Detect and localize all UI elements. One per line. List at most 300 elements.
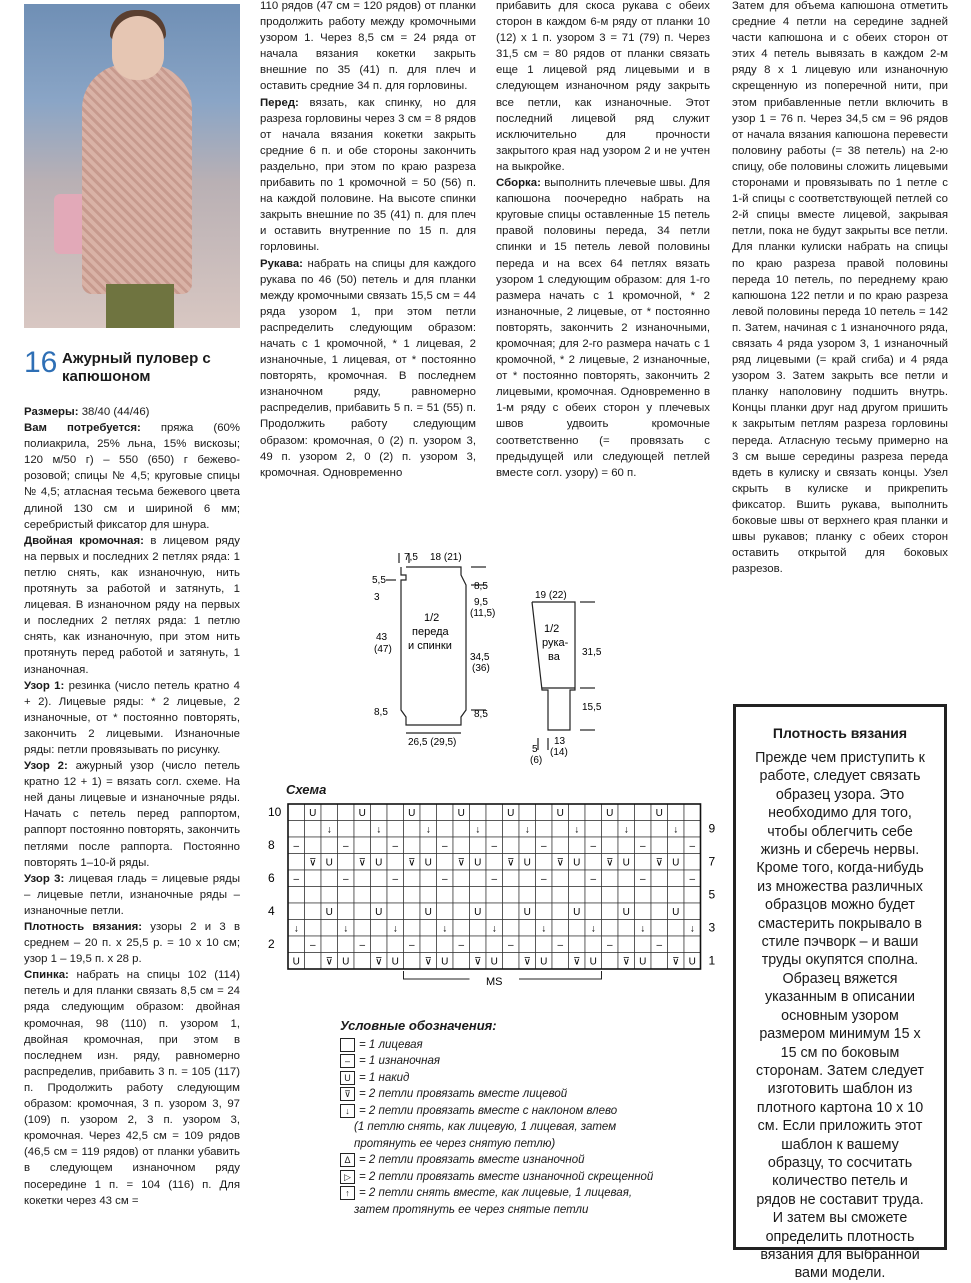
chart-cell xyxy=(371,936,388,953)
chart-cell xyxy=(569,887,586,904)
p1-top-a: 7,5 xyxy=(404,552,418,563)
chart-symbol: – xyxy=(606,940,613,951)
chart-cell xyxy=(569,870,586,887)
chart-symbol: – xyxy=(590,874,597,885)
model-number: 16 xyxy=(24,346,58,379)
legend-item xyxy=(340,1202,680,1219)
chart-cell xyxy=(387,854,404,871)
chart-symbol: U xyxy=(573,907,581,918)
chart-cell xyxy=(602,920,619,937)
chart-cell xyxy=(305,870,322,887)
chart-symbol: U xyxy=(342,956,350,968)
chart-cell xyxy=(305,953,322,970)
chart-symbol: – xyxy=(359,940,366,951)
chart-cell xyxy=(668,837,685,854)
chart-cell xyxy=(453,887,470,904)
chart-cell xyxy=(602,837,619,854)
column-4 xyxy=(732,0,948,577)
chart-cell xyxy=(684,887,701,904)
legend-item xyxy=(340,1037,680,1054)
stitch-chart xyxy=(262,796,722,996)
chart-symbol: ⊽ xyxy=(424,956,432,968)
chart-cell xyxy=(321,920,338,937)
chart-cell xyxy=(536,821,553,838)
chart-row-label-right: 9 xyxy=(708,821,716,836)
legend-text: = 2 петли провязать вместе изнаночной скрещенной xyxy=(359,1170,654,1183)
chart-symbol: ↓ xyxy=(590,923,596,935)
p1-left-d: (47) xyxy=(374,644,392,655)
chart-cell xyxy=(651,837,668,854)
chart-cell xyxy=(420,920,437,937)
chart-cell xyxy=(404,870,421,887)
p1-left-b: 3 xyxy=(374,592,380,603)
chart-symbol: U xyxy=(672,857,680,869)
c1-paragraph xyxy=(24,420,240,533)
legend-symbol-icon: – xyxy=(340,1054,355,1068)
chart-cell xyxy=(404,903,421,920)
paragraph-text: набрать на спицы 102 (114) петель и для планки связать 8,5 см = 24 ряда следующим образом: двойная кромочная, 98 (110) п. узором 1, двойная кромочная, при этом в последнем изн. ряду, равномерно распределив, прибавить 3 п. = 105 (117) п. Продолжить работу следующим образом: кромочная, 3 п. узором 3, 97 (109) п. узором 2, 3 п. узором 3, кромочная. Через 42,5 см = 109 рядов (46,5 см = 119 рядов) от планки убавить в следующем изнаночном ряду посередине 1 п. = 104 (116) п. Для кокетки через 43 см = xyxy=(24,969,240,1207)
chart-cell xyxy=(354,953,371,970)
paragraph-heading: Спинка: xyxy=(24,969,69,982)
legend-item xyxy=(340,1169,680,1186)
paragraph-heading: Вам потребуется: xyxy=(24,422,141,435)
chart-cell xyxy=(651,887,668,904)
paragraph-heading: Плотность вязания: xyxy=(24,921,143,933)
chart-row-label-left: 4 xyxy=(268,904,275,918)
chart-cell xyxy=(354,837,371,854)
chart-symbol: U xyxy=(292,956,300,968)
legend-symbol-icon: U xyxy=(340,1071,355,1085)
chart-cell xyxy=(552,837,569,854)
chart-cell xyxy=(437,903,454,920)
chart-symbol: ↓ xyxy=(326,824,332,836)
chart-cell xyxy=(420,804,437,821)
chart-symbol: U xyxy=(606,808,614,819)
legend-item xyxy=(340,1152,680,1169)
chart-cell xyxy=(437,821,454,838)
chart-symbol: ⊽ xyxy=(672,956,680,968)
chart-symbol: ⊽ xyxy=(457,857,465,869)
chart-symbol: U xyxy=(325,907,333,918)
chart-symbol: U xyxy=(573,857,581,869)
paragraph-text: лицевая гладь = лицевые ряды – лицевые петли, изнаночные ряды – изнаночные петли. xyxy=(24,872,240,917)
chart-row-label-right: 3 xyxy=(708,920,716,935)
chart-symbol: – xyxy=(590,841,597,852)
chart-symbol: ↓ xyxy=(541,923,547,935)
p2-bottom-c: 13 xyxy=(554,736,566,747)
legend-item xyxy=(340,1086,680,1103)
c1-paragraph xyxy=(24,871,240,919)
chart-repeat-bracket xyxy=(404,971,470,979)
chart-cell xyxy=(321,804,338,821)
chart-cell xyxy=(470,936,487,953)
chart-cell xyxy=(552,903,569,920)
chart-cell xyxy=(618,887,635,904)
chart-cell xyxy=(585,804,602,821)
chart-cell xyxy=(288,903,305,920)
chart-cell xyxy=(536,854,553,871)
chart-cell xyxy=(536,887,553,904)
chart-cell xyxy=(519,804,536,821)
chart-cell xyxy=(585,821,602,838)
paragraph-text: 110 рядов (47 см = 120 рядов) от планки продолжить работу между кромочными узором 1. Через 8,5 см = 24 ряда от начала вязания кокетки закрыть внешние по 35 (41) п. для плеч и оставить средние 34 п. для горловины. xyxy=(260,0,476,93)
chart-cell xyxy=(288,821,305,838)
chart-symbol: ⊽ xyxy=(309,857,317,869)
legend-item xyxy=(340,1103,680,1120)
chart-cell xyxy=(486,804,503,821)
p2-bottom-a: 5 xyxy=(532,744,538,755)
chart-cell xyxy=(437,854,454,871)
chart-symbol: ↓ xyxy=(689,923,695,935)
chart-cell xyxy=(486,821,503,838)
p1-right-d: 34,5 xyxy=(470,652,490,663)
chart-symbol: – xyxy=(342,874,349,885)
chart-cell xyxy=(470,804,487,821)
chart-cell xyxy=(503,953,520,970)
chart-symbol: U xyxy=(523,857,531,869)
chart-symbol: – xyxy=(491,841,498,852)
chart-cell xyxy=(668,936,685,953)
chart-cell xyxy=(635,903,652,920)
chart-cell xyxy=(668,920,685,937)
chart-symbol: ↓ xyxy=(491,923,497,935)
chart-cell xyxy=(635,887,652,904)
paragraph-heading: Узор 2: xyxy=(24,760,68,773)
p1-right-a: 8,5 xyxy=(474,581,488,592)
chart-cell xyxy=(536,903,553,920)
chart-cell xyxy=(338,804,355,821)
chart-symbol: U xyxy=(474,907,482,918)
chart-symbol: U xyxy=(325,857,333,869)
paragraph-heading: Рукава: xyxy=(260,257,303,270)
chart-row-label-left: 8 xyxy=(268,838,275,852)
chart-cell xyxy=(387,804,404,821)
chart-symbol: U xyxy=(523,907,531,918)
chart-cell xyxy=(338,903,355,920)
p2-label-b: рука- xyxy=(542,637,569,649)
chart-cell xyxy=(536,804,553,821)
legend-text: = 2 петли снять вместе, как лицевые, 1 лицевая, xyxy=(359,1187,633,1199)
legend-text: = 2 петли провязать вместе с наклоном влево xyxy=(359,1104,618,1117)
legend-symbol-icon: ⊽ xyxy=(340,1087,355,1101)
chart-cell xyxy=(552,821,569,838)
chart-cell xyxy=(668,804,685,821)
chart-cell xyxy=(338,854,355,871)
chart-cell xyxy=(618,870,635,887)
p2-right-b: 15,5 xyxy=(582,702,602,713)
chart-symbol: ⊽ xyxy=(523,956,531,968)
chart-cell xyxy=(503,920,520,937)
paragraph-text: Затем для объема капюшона отметить средние 4 петли на середине задней части капюшона и с обеих сторон от этих 4 петель вывязать в каждом 2-м ряду 8 х 1 лицевую или изнаночную скрещенную из поперечной нити, при этом прибавленные петли включить в узор 1 = 76 п. Через 34,5 см = 96 рядов от начала вязания капюшона перевести половину работы (= 38 петель) на 2-ю спицу, обе половины сложить лицевыми сторонами и провязывать по 1 петле с 1-й спицы с соответствующей петлей со 2-й спицы вместе лицевой, закрывая петли, пока не будут закрыты все петли. Для планки кулиски набрать на спицы по краю разреза правой половины переда 10 петель, по переднему краю капюшона 122 петли и по краю разреза левой половины переда 10 петель = 142 п. Затем, начиная с 1 изнаночного ряда, связать 4 ряда узором 3, 1 изнаночный ряд лицевыми (= край сгиба) и 4 ряда узором 3. Затем закрыть все петли и планку наполовину подшить внутрь. Концы планки друг над другом пришить к закрытым петлям разреза горловины переда. Атласную тесьму примерно на 3 см выше середины разреза переда вдеть в кулиску и связать концы. Узел скрыть в кулиске и прикрепить фиксатор. Вшить рукава, выполнить боковые швы от верхнего края планки и швы рукавов; планку с обеих сторон оставить открытой для боковых разрезов. xyxy=(732,0,948,576)
chart-cell xyxy=(354,821,371,838)
chart-symbol: ⊽ xyxy=(556,857,564,869)
chart-cell xyxy=(602,903,619,920)
model-title: Ажурный пуловер с капюшоном xyxy=(62,350,211,385)
chart-cell xyxy=(321,837,338,854)
chart-symbol: ↓ xyxy=(425,824,431,836)
chart-cell xyxy=(635,936,652,953)
chart-cell xyxy=(684,854,701,871)
chart-cell xyxy=(453,821,470,838)
chart-cell xyxy=(288,854,305,871)
chart-cell xyxy=(387,821,404,838)
p2-top: 19 (22) xyxy=(535,590,567,601)
chart-cell xyxy=(354,920,371,937)
chart-symbol: U xyxy=(507,808,515,819)
paragraph-text: 38/40 (44/46) xyxy=(78,406,150,418)
chart-cell xyxy=(519,837,536,854)
chart-cell xyxy=(519,870,536,887)
chart-symbol: ↓ xyxy=(623,824,629,836)
chart-symbol: U xyxy=(556,808,564,819)
chart-cell xyxy=(503,903,520,920)
chart-cell xyxy=(305,887,322,904)
p1-left-e: 8,5 xyxy=(374,707,388,718)
chart-cell xyxy=(288,936,305,953)
schema-title: Схема xyxy=(286,782,327,797)
paragraph-heading: Сборка: xyxy=(496,177,541,190)
chart-cell xyxy=(453,920,470,937)
chart-cell xyxy=(602,821,619,838)
chart-symbol: U xyxy=(457,808,465,819)
chart-repeat-bracket xyxy=(519,971,602,979)
chart-cell xyxy=(371,920,388,937)
chart-cell xyxy=(404,953,421,970)
chart-cell xyxy=(420,837,437,854)
chart-cell xyxy=(486,903,503,920)
chart-cell xyxy=(569,920,586,937)
chart-cell xyxy=(354,870,371,887)
chart-symbol: U xyxy=(441,956,449,968)
legend-symbol-icon xyxy=(340,1038,355,1052)
chart-symbol: U xyxy=(375,907,383,918)
chart-cell xyxy=(618,920,635,937)
chart-symbol: – xyxy=(540,874,547,885)
p1-left-c: 43 xyxy=(376,632,388,643)
chart-symbol: U xyxy=(639,956,647,968)
c3-paragraph xyxy=(496,175,710,481)
chart-symbol: – xyxy=(342,841,349,852)
chart-cell xyxy=(635,804,652,821)
chart-symbol: U xyxy=(622,857,630,869)
chart-cell xyxy=(635,821,652,838)
chart-repeat-label: MS xyxy=(486,976,503,988)
chart-symbol: U xyxy=(655,808,663,819)
legend-symbol-icon: ▷ xyxy=(340,1170,355,1184)
chart-cell xyxy=(305,920,322,937)
chart-cell xyxy=(536,936,553,953)
legend-text: = 2 петли провязать вместе изнаночной xyxy=(359,1154,585,1166)
paragraph-text: выполнить плечевые швы. Для капюшона поочередно набрать на круговые спицы оставленные 15 петель правой половины переда, 34 петли спинки и 15 петель левой половины переда и на всех 64 петлях вязать узором 1 следующим образом: для 1-го размера начать с 1 кромочной, * 2 изнаночные, 2 лицевые, от * постоянно повторять, закончить 2 изнаночными, кромочная; для 2-го размера начать с 1 кромочной, * 2 лицевые, 2 изнаночные, от * постоянно повторять, закончить 2 лицевыми, кромочная. Одновременно в 1-м ряду с обеих сторон у плечевых швов удвоить кромочные соответственно (= провязать с предыдущей или следующей петлей вместе согл. узору) = 60 п. xyxy=(496,177,710,479)
chart-symbol: – xyxy=(656,940,663,951)
chart-symbol: U xyxy=(309,808,317,819)
chart-symbol: ↓ xyxy=(392,923,398,935)
chart-cell xyxy=(453,870,470,887)
chart-cell xyxy=(404,821,421,838)
chart-symbol: U xyxy=(424,857,432,869)
chart-symbol: – xyxy=(441,874,448,885)
chart-symbol: – xyxy=(392,841,399,852)
paragraph-text: пряжа (60% полиакрила, 25% льна, 15% вискозы; 120 м/50 г) – 550 (650) г бежево-розовой; спицы № 4,5; круговые спицы № 4,5; атласная тесьма бежевого цвета длиной 130 см и шириной 6 мм; серебристый фиксатор для шнура. xyxy=(24,422,240,531)
legend-text: = 1 лицевая xyxy=(359,1038,423,1051)
chart-cell xyxy=(552,953,569,970)
chart-cell xyxy=(519,920,536,937)
chart-cell xyxy=(305,837,322,854)
legend-item xyxy=(340,1053,680,1070)
chart-symbol: – xyxy=(689,841,696,852)
chart-cell xyxy=(668,887,685,904)
chart-symbol: U xyxy=(408,808,416,819)
chart-symbol: – xyxy=(689,874,696,885)
paragraph-heading: Размеры: xyxy=(24,406,79,418)
chart-symbol: ⊽ xyxy=(507,857,515,869)
chart-cell xyxy=(305,821,322,838)
c2-paragraph xyxy=(260,256,476,481)
legend-symbol-icon: ↓ xyxy=(340,1104,355,1118)
chart-cell xyxy=(404,837,421,854)
c2-paragraph xyxy=(260,95,476,256)
chart-cell xyxy=(651,821,668,838)
chart-cell xyxy=(404,920,421,937)
chart-row-label-right: 5 xyxy=(708,887,716,902)
chart-cell xyxy=(305,903,322,920)
chart-cell xyxy=(635,854,652,871)
chart-symbol: U xyxy=(672,907,680,918)
chart-cell xyxy=(602,953,619,970)
chart-cell xyxy=(552,920,569,937)
chart-cell xyxy=(585,854,602,871)
chart-cell xyxy=(618,936,635,953)
chart-symbol: U xyxy=(589,956,597,968)
chart-cell xyxy=(618,837,635,854)
legend-text: = 1 накид xyxy=(359,1071,410,1084)
column-3 xyxy=(496,0,710,481)
chart-cell xyxy=(338,887,355,904)
legend-symbol-icon: Δ xyxy=(340,1153,355,1167)
chart-symbol: ⊽ xyxy=(375,956,383,968)
chart-cell xyxy=(420,887,437,904)
chart-cell xyxy=(486,887,503,904)
legend-item xyxy=(340,1185,680,1202)
chart-cell xyxy=(404,887,421,904)
chart-symbol: ↓ xyxy=(343,923,349,935)
chart-cell xyxy=(453,837,470,854)
paragraph-text: узоры 2 и 3 в среднем – 20 п. х 25,5 р. = 10 х 10 см; узор 1 – 19,5 п. х 28 р. xyxy=(24,921,240,966)
chart-symbol: ⊽ xyxy=(622,956,630,968)
chart-symbol: ⊽ xyxy=(358,857,366,869)
model-photo xyxy=(24,4,240,328)
chart-cell xyxy=(486,936,503,953)
chart-symbol: ↓ xyxy=(442,923,448,935)
c1-paragraph xyxy=(24,919,240,967)
chart-symbol: ⊽ xyxy=(606,857,614,869)
chart-symbol: ⊽ xyxy=(474,956,482,968)
chart-symbol: – xyxy=(392,874,399,885)
legend-text: = 1 изнаночная xyxy=(359,1055,440,1067)
paragraph-heading: Узор 1: xyxy=(24,679,65,692)
chart-cell xyxy=(651,903,668,920)
chart-symbol: U xyxy=(358,808,366,819)
chart-symbol: ↓ xyxy=(475,824,481,836)
paragraph-text: прибавить для скоса рукава с обеих сторон в каждом 6-м ряду от планки 10 (12) х 1 п. узором 3 = 71 (79) п. Через 31,5 см = 80 рядов от планки связать еще 1 лицевой ряд лицевыми и в следующем изнаночном ряду закрыть все петли, как изнаночные. Этот последний лицевой ряд служит исключительно для прочности закрытого края над узором 2 и не учтен на выкройке. xyxy=(496,0,710,173)
c1-paragraph xyxy=(24,678,240,758)
legend-item xyxy=(340,1070,680,1087)
chart-symbol: – xyxy=(491,874,498,885)
chart-symbol: – xyxy=(507,940,514,951)
paragraph-text: ажурный узор (число петель кратно 12 + 1) = вязать согл. схеме. На ней даны лицевые и изнаночные ряды. Начать с петель перед раппортом, раппорт постоянно повторять, закончить петлями после раппорта. Постоянно повторять 1–10-й ряды. xyxy=(24,760,241,869)
p1-right-e: (36) xyxy=(472,663,490,674)
chart-row-label-left: 10 xyxy=(268,805,282,819)
chart-cell xyxy=(371,804,388,821)
chart-cell xyxy=(338,821,355,838)
chart-cell xyxy=(602,870,619,887)
column-1 xyxy=(24,404,240,1209)
chart-cell xyxy=(371,837,388,854)
chart-cell xyxy=(684,936,701,953)
chart-cell xyxy=(569,936,586,953)
chart-cell xyxy=(387,887,404,904)
chart-symbol: – xyxy=(408,940,415,951)
chart-cell xyxy=(321,936,338,953)
chart-symbol: U xyxy=(474,857,482,869)
paragraph-text: набрать на спицы для каждого рукава по 46 (50) петель и для планки между кромочными связать 15,5 см = 44 ряда узором 1, при этом петли распределить следующим образом: начать с 1 кромочной, * 1 лицевая, 2 изнаночные, 1 лицевая, от * постоянно повторять, кромочная. В последнем изнаночном ряду, равномерно распределив, прибавить 5 п. = 51 (55) п. Продолжить работу следующим образом: кромочная, 0 (2) п. узором 3, 49 п. узором 2, 0 (2) п. узором 3, кромочная. Одновременно xyxy=(260,257,476,479)
chart-symbol: U xyxy=(391,956,399,968)
p1-label-b: переда xyxy=(412,626,449,638)
chart-symbol: – xyxy=(441,841,448,852)
chart-cell xyxy=(453,903,470,920)
chart-symbol: – xyxy=(557,940,564,951)
legend-text: (1 петлю снять, как лицевую, 1 лицевая, затем протянуть ее через снятую петлю) xyxy=(354,1121,617,1150)
p2-right-a: 31,5 xyxy=(582,647,602,658)
chart-symbol: U xyxy=(622,907,630,918)
chart-cell xyxy=(503,821,520,838)
paragraph-text: в лицевом ряду на первых и последних 2 петлях ряда: 1 петлю снять, как изнаночную, нить протянуть за работой и затянуть, 1 лицевая. В изнаночном ряду на первых и последних 2 петлях ряда: 1 петлю снять, как изнаночную, при этом нить протянуть перед работой и затянуть, 1 изнаночная. xyxy=(24,534,240,676)
chart-cell xyxy=(371,870,388,887)
chart-cell xyxy=(552,870,569,887)
chart-symbol: U xyxy=(375,857,383,869)
legend-text: = 2 петли провязать вместе лицевой xyxy=(359,1088,568,1100)
chart-cell xyxy=(453,953,470,970)
chart-cell xyxy=(420,870,437,887)
chart-symbol: ↓ xyxy=(293,923,299,935)
tip-box xyxy=(733,704,947,1282)
c4-paragraph xyxy=(732,0,948,577)
chart-symbol: ↓ xyxy=(524,824,530,836)
chart-symbol: U xyxy=(424,907,432,918)
chart-cell xyxy=(651,920,668,937)
chart-cell xyxy=(486,854,503,871)
p2-bottom-d: (14) xyxy=(550,747,568,758)
chart-cell xyxy=(437,887,454,904)
chart-cell xyxy=(602,887,619,904)
pattern-sleeve xyxy=(520,580,620,770)
p1-bottom: 26,5 (29,5) xyxy=(408,737,457,748)
paragraph-heading: Перед: xyxy=(260,96,299,109)
paragraph-heading: Узор 3: xyxy=(24,872,65,885)
c1-paragraph xyxy=(24,533,240,678)
chart-cell xyxy=(371,887,388,904)
p1-left-a: 5,5 xyxy=(372,575,386,586)
chart-symbol: ↓ xyxy=(640,923,646,935)
p1-label-c: и спинки xyxy=(408,640,452,652)
c1-paragraph xyxy=(24,967,240,1208)
p2-bottom-b: (6) xyxy=(530,755,543,766)
chart-cell xyxy=(618,804,635,821)
chart-symbol: ⊽ xyxy=(325,956,333,968)
chart-cell xyxy=(668,870,685,887)
chart-cell xyxy=(437,804,454,821)
chart-symbol: – xyxy=(639,841,646,852)
